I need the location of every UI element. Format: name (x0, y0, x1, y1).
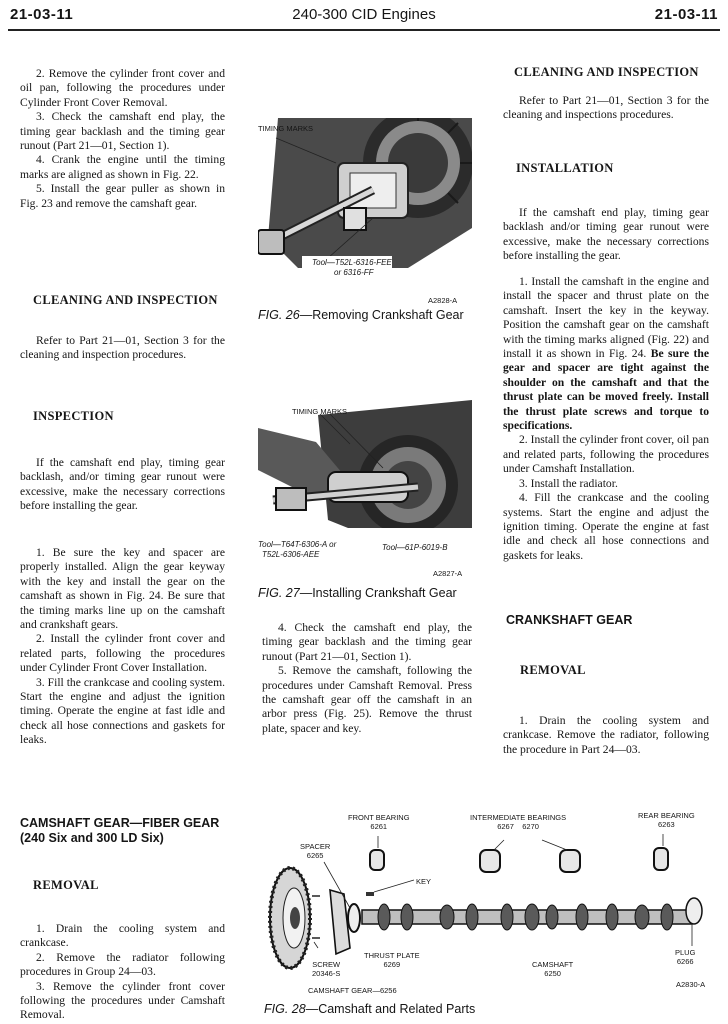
fig27-tool-a-line1: Tool—T64T-6306-A or (258, 540, 337, 549)
paragraph: 2. Remove the radiator following procedures in Group 24—03. (20, 950, 225, 979)
page-title: 240-300 CID Engines (292, 6, 436, 23)
paragraph: 3. Install the radiator. (519, 476, 618, 490)
fig26-caption (258, 308, 473, 322)
page-number-left: 21-03-11 (10, 6, 74, 23)
paragraph: 3. Check the camshaft end play, the timing gear backlash and the timing gear runout (Part 21—01, Section 1). (20, 110, 225, 153)
heading-fiber-gear-line2: (240 Six and 300 LD Six) (20, 831, 164, 845)
plug-number: 6266 (676, 957, 694, 966)
step-text: 1. Install the camshaft in the engine and install the spacer and thrust plate on the camshaft. Insert the key in the keyway. Position the camshaft gear on the camshaft with the timing marks aligned (Fig. 22) and install it as shown in Fig. 24. (503, 275, 709, 361)
heading-installation: INSTALLATION (516, 161, 614, 175)
paragraph: 3. Fill the crankcase and cooling system. Start the engine and adjust the ignition timing. Operate the engine at fast idle and check all hose connections and gaskets for leaks. (20, 675, 225, 747)
paragraph: 2. Remove the cylinder front cover and oil pan, following the procedures under Cylinder Front Cover Removal. (20, 67, 225, 109)
rear-bearing-name: REAR BEARING (638, 811, 695, 820)
front-bearing-number: 6261 (370, 822, 388, 831)
rear-bearing-number: 6263 (658, 820, 675, 829)
fig27-illustration (258, 400, 472, 542)
page-number-right: 21-03-11 (654, 6, 718, 23)
paragraph: 4. Check the camshaft end play, the timing gear backlash and the timing gear runout (Part 21—01, Section 1). (262, 621, 472, 663)
paragraph: Refer to Part 21—01, Section 3 for the cleaning and inspection procedures. (20, 334, 225, 362)
fig27-tool-b-label: Tool—61P-6019-B (382, 543, 448, 552)
fig26-caption-label: FIG. 26 (258, 308, 300, 322)
paragraph: 5. Remove the camshaft, following the procedures under Camshaft Removal. Press the camshaft gear off the camshaft in an arbor press (Fig. 25). Remove the thrust plate, spacer and key. (262, 664, 472, 735)
fig28-thrust-plate-label (364, 951, 420, 969)
fig28-spacer-label (300, 842, 330, 860)
left-steps-removal (20, 67, 225, 211)
paragraph: If the camshaft end play, timing gear backlash and/or timing gear runout were excessive, make the necessary corrections before installing the gear. (503, 206, 709, 263)
fig28-plug-label (675, 948, 695, 966)
heading-fiber-gear (20, 816, 219, 846)
fig28-front-bearing-label (348, 813, 410, 831)
right-removal-steps (503, 714, 709, 757)
spacer-name: SPACER (300, 842, 331, 851)
heading-fiber-gear-line1: CAMSHAFT GEAR—FIBER GEAR (20, 816, 220, 830)
fig28-caption (264, 1002, 564, 1016)
paragraph: 2. Install the cylinder front cover, oil pan and related parts, following the procedures under Camshaft Installation. (503, 433, 709, 476)
paragraph: 5. Install the gear puller as shown in Fig. 23 and remove the camshaft gear. (20, 182, 225, 210)
paragraph: 2. Install the cylinder front cover and related parts, following the procedures under Cylinder Front Cover Installation. (20, 632, 225, 675)
camshaft-name: CAMSHAFT (532, 960, 574, 969)
heading-removal-left: REMOVAL (33, 878, 99, 892)
intermediate-bearings-name: INTERMEDIATE BEARINGS (470, 813, 567, 822)
paragraph: 1. Drain the cooling system and crankcase. (20, 922, 225, 950)
fig27-caption-label: FIG. 27 (258, 586, 300, 600)
paragraph: 4. Fill the crankcase and the cooling systems. Start the engine and adjust the ignition timing. Operate the engine at fast idle and check all hose connections and gaskets for leaks. (503, 491, 709, 562)
fig28-key-label: KEY (416, 877, 432, 886)
mid-steps (262, 621, 472, 736)
header-rule (8, 29, 720, 31)
intermediate-bearings-numbers (470, 822, 566, 831)
left-cleaning-text (20, 334, 225, 363)
right-installation-intro (503, 206, 709, 264)
fig28-intermediate-label (470, 813, 566, 831)
page-header (0, 0, 728, 30)
fig28-rear-bearing-label (638, 811, 695, 829)
fig27-caption-text: —Installing Crankshaft Gear (299, 586, 457, 600)
fig26-code: A2828-A (428, 296, 458, 305)
left-install-steps (20, 546, 225, 748)
thrust-plate-name: THRUST PLATE (364, 951, 420, 960)
fig26-tool-line1: Tool—T52L-6316-FEE (312, 258, 392, 267)
fig27-timing-marks-label: TIMING MARKS (292, 407, 348, 416)
fig28-screw-label (312, 960, 340, 978)
inter-no-1: 6267 (497, 822, 514, 831)
fig26-timing-marks-label: TIMING MARKS (258, 124, 314, 133)
paragraph: 1. Drain the cooling system and crankcase. Remove the radiator, following the procedure in Part 24—03. (503, 714, 709, 756)
plug-name: PLUG (675, 948, 696, 957)
fig27-code: A2827-A (433, 569, 463, 578)
heading-removal-right: REMOVAL (520, 663, 586, 677)
front-bearing-name: FRONT BEARING (348, 813, 410, 822)
camshaft-gear-drawing (270, 868, 310, 968)
fig26-tool-line2: or 6316-FF (334, 268, 374, 277)
paragraph: 3. Remove the cylinder front cover following the procedures under Camshaft Removal. (20, 979, 225, 1022)
fig27-caption (258, 586, 473, 600)
right-cleaning-text (503, 94, 709, 123)
screw-name: SCREW (312, 960, 341, 969)
fig28-caption-text: —Camshaft and Related Parts (305, 1002, 476, 1016)
spacer-number: 6265 (306, 851, 324, 860)
camshaft-drawing (362, 904, 692, 930)
thrust-plate-number: 6269 (383, 960, 401, 969)
paragraph: 4. Crank the engine until the timing marks are aligned as shown in Fig. 22. (20, 153, 225, 181)
fig27-tool-a-label (258, 540, 336, 560)
paragraph: If the camshaft end play, timing gear backlash, and/or timing gear runout were excessive, make the necessary corrections before installing the gear. (20, 456, 225, 513)
fig28-code: A2830-A (676, 980, 706, 989)
left-inspection-text (20, 456, 225, 514)
left-fiber-removal-steps (20, 922, 225, 1023)
camshaft-number: 6250 (544, 969, 561, 978)
fig26-caption-text: —Removing Crankshaft Gear (299, 308, 464, 322)
fig27-tool-a-line2: T52L-6306-AEE (262, 550, 320, 559)
heading-cleaning-inspection-right: CLEANING AND INSPECTION (514, 65, 699, 79)
inter-no-2: 6270 (522, 822, 539, 831)
heading-cleaning-inspection-left: CLEANING AND INSPECTION (33, 293, 218, 307)
fig28-camshaft-label (532, 960, 573, 978)
step-warning: Be sure the gear and spacer are tight against the shoulder on the camshaft and that the thrust plate can be moved freely. Install the thrust plate screws and torque to specifications. (503, 347, 709, 433)
fig28-caption-label: FIG. 28 (264, 1002, 306, 1016)
paragraph: 1. Be sure the key and spacer are properly installed. Align the gear keyway with the key and install the gear on the camshaft as shown in Fig. 24. Be sure that the timing marks line up on the camshaft and crankshaft gears. (20, 546, 225, 632)
heading-crankshaft-gear: CRANKSHAFT GEAR (506, 613, 633, 627)
paragraph: Refer to Part 21—01, Section 3 for the cleaning and inspections procedures. (503, 94, 709, 122)
heading-inspection: INSPECTION (33, 409, 114, 423)
screw-number: 20346-S (312, 969, 341, 978)
fig28-camshaft-gear-label: CAMSHAFT GEAR—6256 (308, 986, 397, 995)
fig26-tool-label (312, 258, 392, 278)
right-installation-steps (503, 275, 709, 563)
paragraph (503, 275, 709, 433)
fig26-illustration (258, 118, 472, 276)
